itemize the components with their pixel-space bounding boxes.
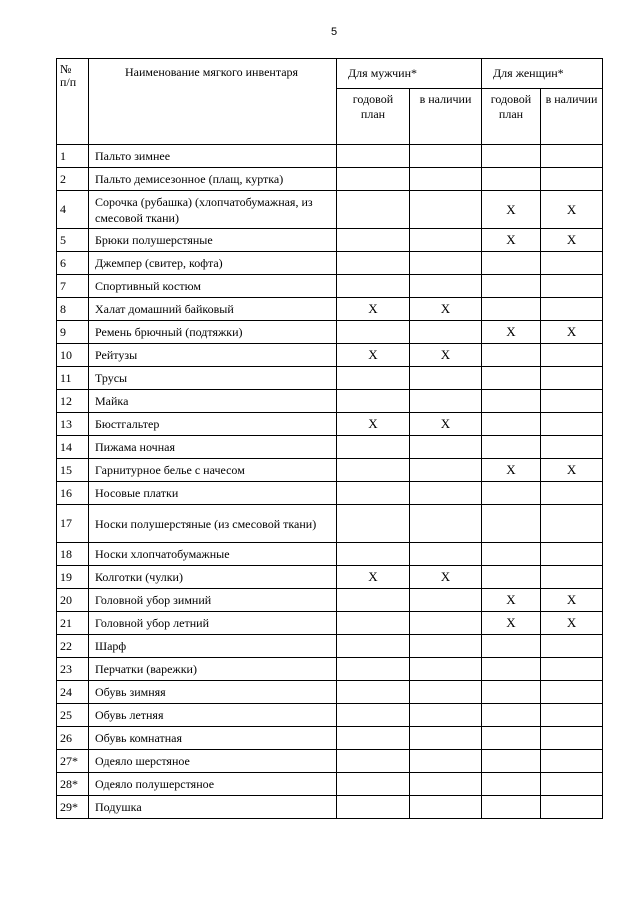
women-available-cell (541, 436, 603, 459)
table-row (57, 390, 603, 413)
women-available-cell (541, 543, 603, 566)
row-number-cell: 25 (57, 704, 89, 727)
item-name-cell: Головной убор зимний (89, 589, 337, 612)
row-number-cell: 27* (57, 750, 89, 773)
women-available-cell: X (541, 612, 603, 635)
men-available-cell (410, 252, 482, 275)
table-row (57, 796, 603, 819)
men-available-cell (410, 436, 482, 459)
item-name-cell: Обувь летняя (89, 704, 337, 727)
row-number-cell: 4 (57, 191, 89, 229)
table-row (57, 635, 603, 658)
men-annual-plan-cell: X (337, 413, 410, 436)
row-number-cell: 6 (57, 252, 89, 275)
table-row (57, 413, 603, 436)
men-annual-plan-cell (337, 390, 410, 413)
item-name-cell: Майка (89, 390, 337, 413)
men-annual-plan-cell (337, 681, 410, 704)
women-available-cell (541, 750, 603, 773)
women-available-cell: X (541, 589, 603, 612)
row-number-cell: 21 (57, 612, 89, 635)
women-annual-plan-cell (482, 145, 541, 168)
men-available-cell (410, 275, 482, 298)
women-annual-plan-cell (482, 543, 541, 566)
women-annual-plan-cell: X (482, 229, 541, 252)
item-name-cell: Пальто зимнее (89, 145, 337, 168)
table-row (57, 658, 603, 681)
item-name-cell: Перчатки (варежки) (89, 658, 337, 681)
women-available-cell (541, 413, 603, 436)
row-number-cell: 14 (57, 436, 89, 459)
table-row (57, 275, 603, 298)
row-number-cell: 24 (57, 681, 89, 704)
men-annual-plan-cell (337, 589, 410, 612)
item-name-cell: Одеяло шерстяное (89, 750, 337, 773)
women-annual-plan-cell (482, 482, 541, 505)
women-annual-plan-cell (482, 344, 541, 367)
men-available-cell (410, 482, 482, 505)
men-available-cell (410, 145, 482, 168)
item-name-cell: Обувь комнатная (89, 727, 337, 750)
men-available-cell (410, 459, 482, 482)
header-men: Для мужчин* (337, 59, 482, 89)
men-available-cell (410, 635, 482, 658)
men-annual-plan-cell (337, 321, 410, 344)
women-annual-plan-cell (482, 635, 541, 658)
row-number-cell: 5 (57, 229, 89, 252)
men-available-cell (410, 543, 482, 566)
item-name-cell: Шарф (89, 635, 337, 658)
men-available-cell (410, 505, 482, 543)
men-annual-plan-cell (337, 505, 410, 543)
table-row (57, 482, 603, 505)
table-row (57, 344, 603, 367)
table-row (57, 773, 603, 796)
women-available-cell (541, 252, 603, 275)
men-available-cell (410, 321, 482, 344)
item-name-cell: Сорочка (рубашка) (хлопчатобумажная, из смесовой ткани) (89, 191, 337, 229)
men-annual-plan-cell: X (337, 566, 410, 589)
table-row (57, 612, 603, 635)
row-number-cell: 16 (57, 482, 89, 505)
women-annual-plan-cell (482, 566, 541, 589)
row-number-cell: 10 (57, 344, 89, 367)
men-annual-plan-cell (337, 436, 410, 459)
table-row (57, 543, 603, 566)
item-name-cell: Носки полушерстяные (из смесовой ткани) (89, 505, 337, 543)
men-annual-plan-cell (337, 704, 410, 727)
men-available-cell: X (410, 413, 482, 436)
women-available-cell (541, 344, 603, 367)
header-item-name: Наименование мягкого инвентаря (89, 59, 337, 145)
women-available-cell (541, 773, 603, 796)
men-available-cell: X (410, 344, 482, 367)
men-annual-plan-cell (337, 191, 410, 229)
row-number-cell: 20 (57, 589, 89, 612)
men-annual-plan-cell (337, 229, 410, 252)
men-available-cell: X (410, 298, 482, 321)
men-annual-plan-cell (337, 145, 410, 168)
men-annual-plan-cell (337, 367, 410, 390)
women-annual-plan-cell (482, 750, 541, 773)
men-annual-plan-cell (337, 612, 410, 635)
women-available-cell: X (541, 191, 603, 229)
women-annual-plan-cell: X (482, 612, 541, 635)
women-annual-plan-cell: X (482, 459, 541, 482)
women-available-cell: X (541, 459, 603, 482)
women-annual-plan-cell: X (482, 191, 541, 229)
row-number-cell: 2 (57, 168, 89, 191)
men-available-cell (410, 750, 482, 773)
row-number-cell: 28* (57, 773, 89, 796)
men-available-cell (410, 681, 482, 704)
men-annual-plan-cell (337, 773, 410, 796)
men-available-cell (410, 390, 482, 413)
women-available-cell (541, 566, 603, 589)
women-annual-plan-cell: X (482, 321, 541, 344)
men-annual-plan-cell (337, 635, 410, 658)
item-name-cell: Колготки (чулки) (89, 566, 337, 589)
item-name-cell: Трусы (89, 367, 337, 390)
table-row (57, 505, 603, 543)
row-number-cell: 11 (57, 367, 89, 390)
women-annual-plan-cell (482, 773, 541, 796)
women-available-cell: X (541, 321, 603, 344)
men-available-cell (410, 658, 482, 681)
row-number-cell: 15 (57, 459, 89, 482)
table-row (57, 704, 603, 727)
table-row (57, 367, 603, 390)
men-available-cell (410, 191, 482, 229)
men-annual-plan-cell (337, 727, 410, 750)
item-name-cell: Гарнитурное белье с начесом (89, 459, 337, 482)
women-available-cell: X (541, 229, 603, 252)
item-name-cell: Пижама ночная (89, 436, 337, 459)
women-available-cell (541, 168, 603, 191)
women-annual-plan-cell (482, 413, 541, 436)
women-annual-plan-cell (482, 298, 541, 321)
men-available-cell (410, 727, 482, 750)
men-annual-plan-cell (337, 543, 410, 566)
women-annual-plan-cell (482, 681, 541, 704)
women-available-cell (541, 635, 603, 658)
women-annual-plan-cell (482, 168, 541, 191)
row-number-cell: 9 (57, 321, 89, 344)
item-name-cell: Подушка (89, 796, 337, 819)
women-available-cell (541, 275, 603, 298)
women-available-cell (541, 727, 603, 750)
item-name-cell: Пальто демисезонное (плащ, куртка) (89, 168, 337, 191)
table-row (57, 321, 603, 344)
table-row (57, 229, 603, 252)
women-available-cell (541, 390, 603, 413)
men-annual-plan-cell (337, 482, 410, 505)
women-available-cell (541, 298, 603, 321)
women-available-cell (541, 145, 603, 168)
item-name-cell: Ремень брючный (подтяжки) (89, 321, 337, 344)
men-available-cell (410, 796, 482, 819)
men-available-cell (410, 589, 482, 612)
women-available-cell (541, 505, 603, 543)
men-annual-plan-cell (337, 459, 410, 482)
men-available-cell (410, 168, 482, 191)
item-name-cell: Обувь зимняя (89, 681, 337, 704)
women-available-cell (541, 681, 603, 704)
women-annual-plan-cell (482, 367, 541, 390)
women-available-cell (541, 796, 603, 819)
row-number-cell: 7 (57, 275, 89, 298)
women-annual-plan-cell: X (482, 589, 541, 612)
women-annual-plan-cell (482, 796, 541, 819)
men-annual-plan-cell (337, 796, 410, 819)
soft-inventory-table (56, 58, 603, 819)
header-row-number: № п/п (57, 59, 89, 145)
table-row (57, 191, 603, 229)
header-women: Для женщин* (482, 59, 603, 89)
table-row (57, 168, 603, 191)
table-row (57, 145, 603, 168)
women-annual-plan-cell (482, 252, 541, 275)
table-row (57, 566, 603, 589)
row-number-cell: 18 (57, 543, 89, 566)
men-available-cell (410, 229, 482, 252)
row-number-cell: 19 (57, 566, 89, 589)
women-annual-plan-cell (482, 727, 541, 750)
header-women-annual-plan: годовой план (482, 89, 541, 145)
table-row (57, 727, 603, 750)
item-name-cell: Носовые платки (89, 482, 337, 505)
women-annual-plan-cell (482, 275, 541, 298)
row-number-cell: 13 (57, 413, 89, 436)
men-annual-plan-cell (337, 275, 410, 298)
row-number-cell: 22 (57, 635, 89, 658)
row-number-cell: 23 (57, 658, 89, 681)
row-number-cell: 17 (57, 505, 89, 543)
header-men-available: в наличии (410, 89, 482, 145)
item-name-cell: Брюки полушерстяные (89, 229, 337, 252)
men-annual-plan-cell (337, 750, 410, 773)
table-row (57, 589, 603, 612)
men-annual-plan-cell (337, 168, 410, 191)
women-available-cell (541, 482, 603, 505)
table-row (57, 681, 603, 704)
row-number-cell: 12 (57, 390, 89, 413)
page-number: 5 (330, 26, 338, 38)
men-available-cell (410, 773, 482, 796)
women-annual-plan-cell (482, 390, 541, 413)
item-name-cell: Джемпер (свитер, кофта) (89, 252, 337, 275)
item-name-cell: Одеяло полушерстяное (89, 773, 337, 796)
women-annual-plan-cell (482, 658, 541, 681)
men-annual-plan-cell: X (337, 298, 410, 321)
women-annual-plan-cell (482, 436, 541, 459)
men-available-cell (410, 704, 482, 727)
row-number-cell: 1 (57, 145, 89, 168)
item-name-cell: Головной убор летний (89, 612, 337, 635)
men-available-cell (410, 367, 482, 390)
item-name-cell: Рейтузы (89, 344, 337, 367)
table-row (57, 252, 603, 275)
women-available-cell (541, 367, 603, 390)
table-row (57, 750, 603, 773)
item-name-cell: Бюстгальтер (89, 413, 337, 436)
men-annual-plan-cell: X (337, 344, 410, 367)
women-annual-plan-cell (482, 704, 541, 727)
row-number-cell: 26 (57, 727, 89, 750)
men-available-cell (410, 612, 482, 635)
header-women-available: в наличии (541, 89, 603, 145)
table-row (57, 436, 603, 459)
table-row (57, 459, 603, 482)
men-annual-plan-cell (337, 252, 410, 275)
row-number-cell: 8 (57, 298, 89, 321)
women-available-cell (541, 658, 603, 681)
men-available-cell: X (410, 566, 482, 589)
women-available-cell (541, 704, 603, 727)
women-annual-plan-cell (482, 505, 541, 543)
item-name-cell: Халат домашний байковый (89, 298, 337, 321)
men-annual-plan-cell (337, 658, 410, 681)
table-row (57, 298, 603, 321)
row-number-cell: 29* (57, 796, 89, 819)
item-name-cell: Носки хлопчатобумажные (89, 543, 337, 566)
header-men-annual-plan: годовой план (337, 89, 410, 145)
item-name-cell: Спортивный костюм (89, 275, 337, 298)
